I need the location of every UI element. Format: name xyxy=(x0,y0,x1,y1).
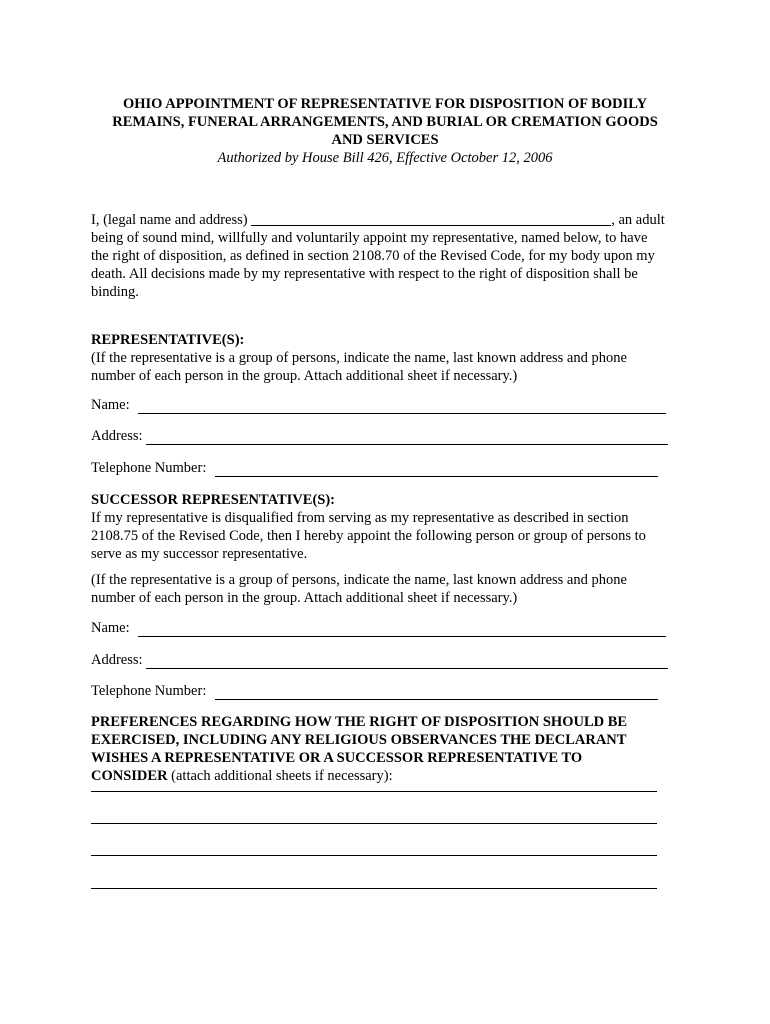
preferences-line-4[interactable] xyxy=(91,888,657,889)
title-line-3: AND SERVICES xyxy=(331,132,439,148)
preferences-heading-consider: CONSIDER xyxy=(91,768,168,784)
successor-name-row xyxy=(91,619,666,637)
preferences-line-1[interactable] xyxy=(91,791,657,792)
successor-instructions-line-2: number of each person in the group. Attach additional sheet if necessary.) xyxy=(91,590,518,606)
preferences-heading-line-4 xyxy=(91,767,681,785)
representative-phone-row xyxy=(91,459,658,477)
representative-instructions-line-1: (If the representative is a group of persons, indicate the name, last known address and phone xyxy=(91,350,627,366)
successor-heading: SUCCESSOR REPRESENTATIVE(S): xyxy=(91,492,336,508)
representative-section xyxy=(91,331,681,385)
representative-name-field[interactable] xyxy=(138,398,666,414)
representative-address-row xyxy=(91,427,668,445)
declaration-line-5: binding. xyxy=(91,284,139,300)
declaration-suffix: , an adult xyxy=(611,212,665,228)
representative-address-label: Address: xyxy=(91,428,143,444)
declaration-line-2: being of sound mind, willfully and voluntarily appoint my representative, named below, to have xyxy=(91,230,648,246)
title-line-2: REMAINS, FUNERAL ARRANGEMENTS, AND BURIAL OR CREMATION GOODS xyxy=(112,114,658,130)
declaration-prefix: I, (legal name and address) xyxy=(91,212,248,228)
declaration-line-4: death. All decisions made by my representative with respect to the right of disposition shall be xyxy=(91,266,638,282)
declaration-line-1 xyxy=(91,211,681,229)
successor-instructions-line-1: (If the representative is a group of persons, indicate the name, last known address and phone xyxy=(91,572,627,588)
preferences-section xyxy=(91,713,681,785)
declaration-paragraph xyxy=(91,211,681,301)
preferences-line-3[interactable] xyxy=(91,855,657,856)
representative-name-row xyxy=(91,396,666,414)
representative-phone-field[interactable] xyxy=(215,461,658,477)
successor-name-label: Name: xyxy=(91,620,130,636)
successor-address-row xyxy=(91,651,668,669)
successor-phone-row xyxy=(91,682,658,700)
successor-phone-label: Telephone Number: xyxy=(91,683,207,699)
document-title xyxy=(60,95,710,149)
successor-phone-field[interactable] xyxy=(215,684,658,700)
successor-address-label: Address: xyxy=(91,652,143,668)
preferences-heading-line-1: PREFERENCES REGARDING HOW THE RIGHT OF DISPOSITION SHOULD BE xyxy=(91,714,628,730)
preferences-line-2[interactable] xyxy=(91,823,657,824)
successor-address-field[interactable] xyxy=(146,653,668,669)
successor-text-line-1: If my representative is disqualified from serving as my representative as described in section xyxy=(91,510,629,526)
preferences-note: (attach additional sheets if necessary): xyxy=(167,768,393,784)
representative-phone-label: Telephone Number: xyxy=(91,460,207,476)
title-line-1: OHIO APPOINTMENT OF REPRESENTATIVE FOR DISPOSITION OF BODILY xyxy=(122,96,648,112)
successor-text-line-2: 2108.75 of the Revised Code, then I hereby appoint the following person or group of persons to xyxy=(91,528,646,544)
representative-name-label: Name: xyxy=(91,397,130,413)
representative-heading: REPRESENTATIVE(S): xyxy=(91,332,245,348)
successor-name-field[interactable] xyxy=(138,621,666,637)
representative-address-field[interactable] xyxy=(146,429,668,445)
preferences-heading-line-3: WISHES A REPRESENTATIVE OR A SUCCESSOR REPRESENTATIVE TO xyxy=(91,750,583,766)
declaration-line-3: the right of disposition, as defined in section 2108.70 of the Revised Code, for my body upon my xyxy=(91,248,655,264)
successor-text-line-3: serve as my successor representative. xyxy=(91,546,308,562)
document-subtitle: Authorized by House Bill 426, Effective October 12, 2006 xyxy=(217,150,553,166)
representative-instructions-line-2: number of each person in the group. Attach additional sheet if necessary.) xyxy=(91,368,518,384)
legal-name-address-field[interactable] xyxy=(251,211,611,226)
successor-instructions xyxy=(91,571,681,607)
successor-section xyxy=(91,491,681,563)
preferences-heading-line-2: EXERCISED, INCLUDING ANY RELIGIOUS OBSERVANCES THE DECLARANT xyxy=(91,732,627,748)
